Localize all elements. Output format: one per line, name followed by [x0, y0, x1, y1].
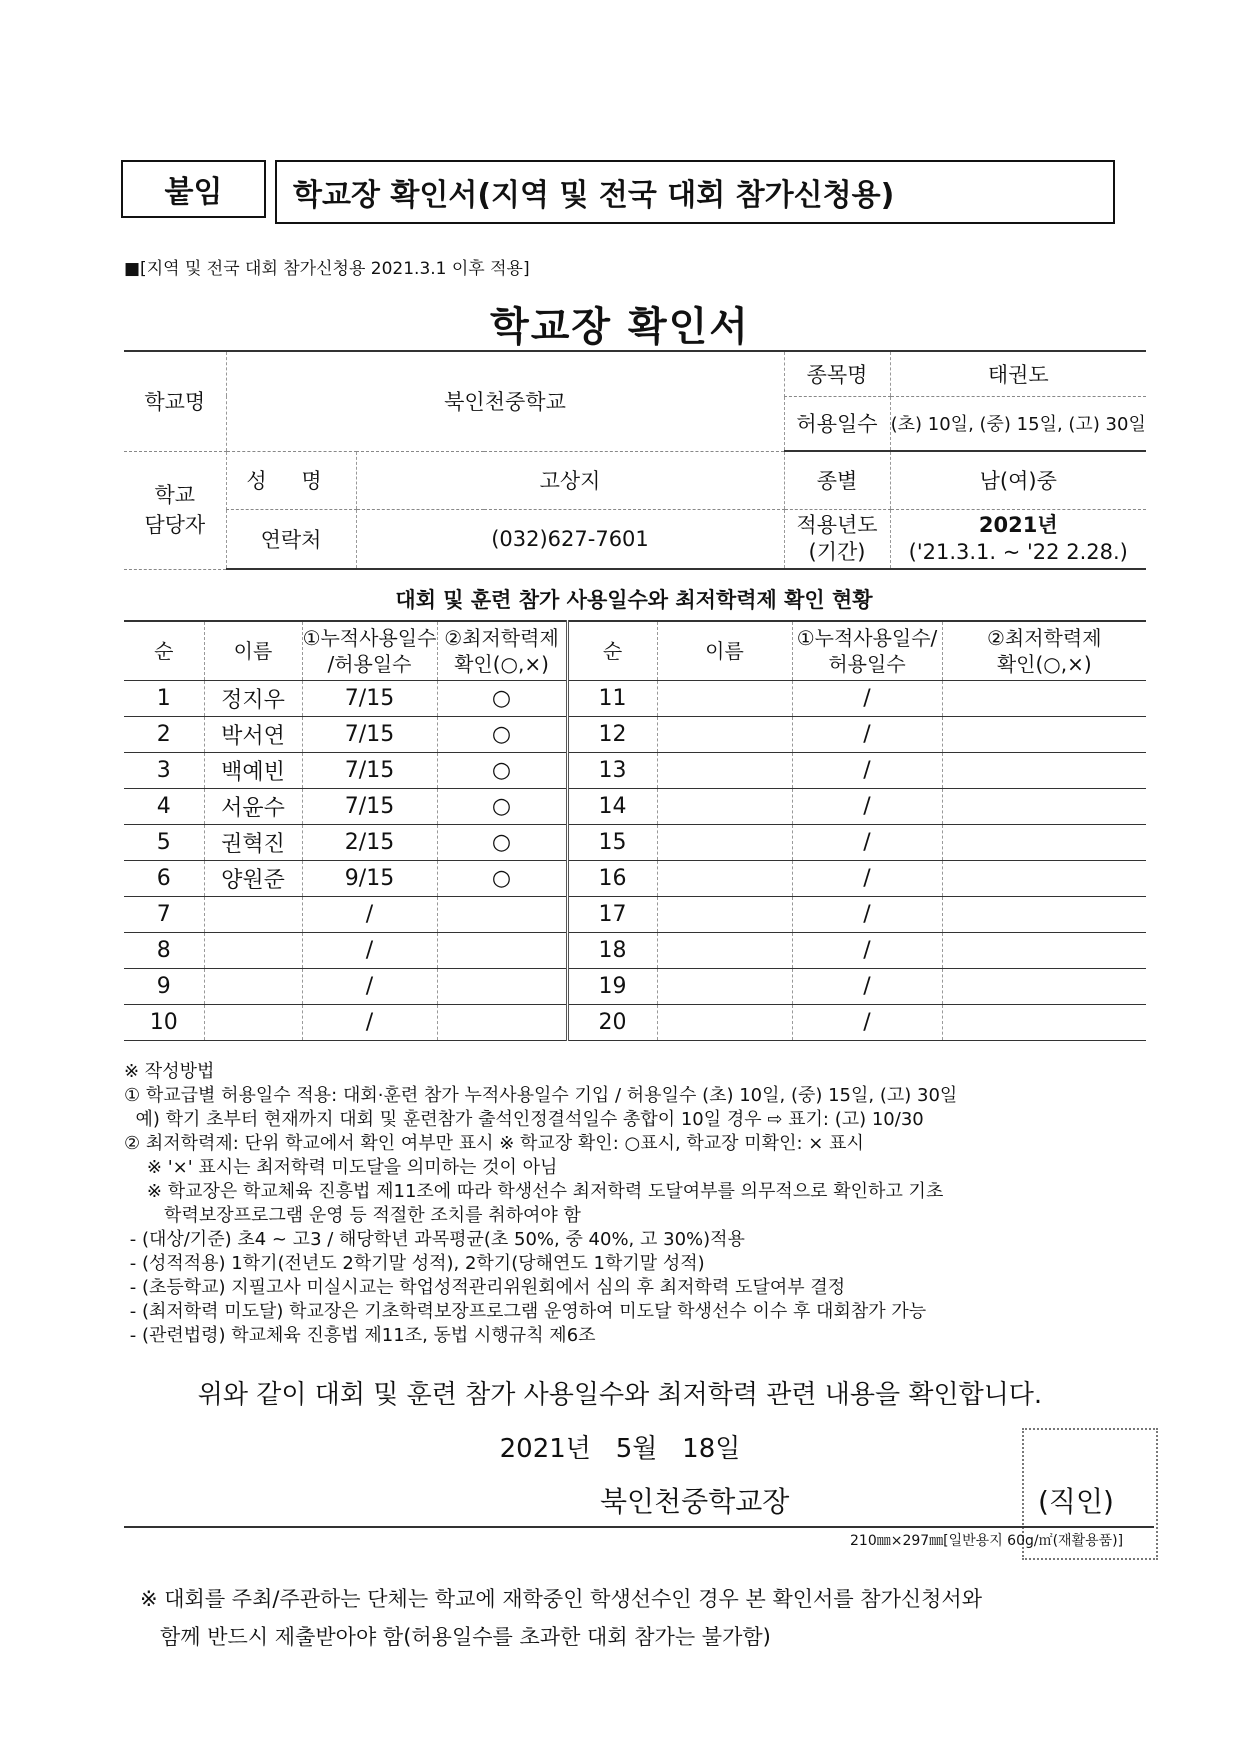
cell-name: 정지우	[204, 681, 302, 717]
cell-days: 7/15	[302, 789, 437, 825]
cell-check2	[942, 861, 1146, 897]
cell-check2	[942, 1005, 1146, 1041]
cell-no: 1	[124, 681, 204, 717]
table-row	[124, 933, 1146, 969]
table-row	[124, 825, 1146, 861]
cell-no2: 11	[567, 681, 657, 717]
cell-check: ○	[437, 861, 567, 897]
table-row	[124, 969, 1146, 1005]
manager-label: 학교 담당자	[124, 451, 226, 569]
table-row	[124, 681, 1146, 717]
col-check-2: ②최저학력제 확인(○,×)	[942, 621, 1146, 681]
school-value: 북인천중학교	[226, 351, 784, 451]
submission-note-line: 함께 반드시 제출받아야 함(허용일수를 초과한 대회 참가는 불가함)	[140, 1625, 771, 1649]
cell-check: ○	[437, 681, 567, 717]
cell-check: ○	[437, 753, 567, 789]
principal-name: 북인천중학교장	[600, 1485, 790, 1518]
cell-check2	[942, 717, 1146, 753]
cell-days2: /	[792, 861, 942, 897]
cell-days: /	[302, 1005, 437, 1041]
col-no: 순	[124, 621, 204, 681]
cell-no: 5	[124, 825, 204, 861]
cell-days2: /	[792, 825, 942, 861]
cell-no2: 15	[567, 825, 657, 861]
cell-days: /	[302, 933, 437, 969]
cell-days: 2/15	[302, 825, 437, 861]
cell-name2	[657, 861, 792, 897]
page-title: 학교장 확인서	[490, 304, 750, 350]
col-days: ①누적사용일수 /허용일수	[302, 621, 437, 681]
days-label: 허용일수	[784, 396, 890, 451]
cell-days2: /	[792, 717, 942, 753]
instructions-heading: ※ 작성방법	[124, 1061, 215, 1082]
instruction-line: - (관련법령) 학교체육 진흥법 제11조, 동법 시행규칙 제6조	[124, 1325, 596, 1346]
instruction-line: 학력보장프로그램 운영 등 적절한 조치를 취하여야 함	[124, 1205, 581, 1226]
confirm-statement: 위와 같이 대회 및 훈련 참가 사용일수와 최저학력 관련 내용을 확인합니다.	[197, 1380, 1043, 1410]
instruction-line: - (성적적용) 1학기(전년도 2학기말 성적), 2학기(당해연도 1학기말 성적)	[124, 1253, 705, 1274]
cell-check	[437, 897, 567, 933]
table-row	[124, 717, 1146, 753]
cell-check2	[942, 753, 1146, 789]
cell-days2: /	[792, 933, 942, 969]
table-row	[124, 1005, 1146, 1041]
cell-name2	[657, 897, 792, 933]
cell-no2: 19	[567, 969, 657, 1005]
name-value: 고상지	[356, 451, 784, 509]
cell-name: 권혁진	[204, 825, 302, 861]
cell-name	[204, 933, 302, 969]
instruction-line: - (대상/기준) 초4 ~ 고3 / 해당학년 과목평균(초 50%, 중 40%, 고 30%)적용	[124, 1229, 745, 1250]
paper-spec-note: 210㎜×297㎜[일반용지 60g/㎡(재활용품)]	[850, 1533, 1124, 1549]
cell-name: 양원준	[204, 861, 302, 897]
contact-label: 연락처	[226, 509, 356, 569]
cell-check2	[942, 897, 1146, 933]
cell-name2	[657, 681, 792, 717]
cell-check: ○	[437, 789, 567, 825]
cell-no: 9	[124, 969, 204, 1005]
cell-name2	[657, 969, 792, 1005]
cell-check	[437, 933, 567, 969]
cell-name2	[657, 753, 792, 789]
cell-no: 6	[124, 861, 204, 897]
cell-name2	[657, 789, 792, 825]
attachment-label: 붙임	[121, 160, 266, 218]
cell-no: 3	[124, 753, 204, 789]
cell-check: ○	[437, 825, 567, 861]
sport-label: 종목명	[784, 351, 890, 396]
cell-no: 4	[124, 789, 204, 825]
cell-check2	[942, 825, 1146, 861]
cell-name	[204, 1005, 302, 1041]
cell-days2: /	[792, 681, 942, 717]
cell-name2	[657, 717, 792, 753]
cell-no2: 16	[567, 861, 657, 897]
name-label: 성 명	[226, 451, 356, 509]
cell-no2: 20	[567, 1005, 657, 1041]
col-check: ②최저학력제 확인(○,×)	[437, 621, 567, 681]
contact-value: (032)627-7601	[356, 509, 784, 569]
instruction-line: ※ 학교장은 학교체육 진흥법 제11조에 따라 학생선수 최저학력 도달여부를 의무적으로 확인하고 기초	[124, 1181, 944, 1202]
cell-days2: /	[792, 753, 942, 789]
cell-no: 7	[124, 897, 204, 933]
sport-value: 태권도	[890, 351, 1146, 396]
cell-days2: /	[792, 969, 942, 1005]
instruction-line: ② 최저학력제: 단위 학교에서 확인 여부만 표시 ※ 학교장 확인: ○표시, 학교장 미확인: × 표시	[124, 1133, 864, 1154]
cell-check2	[942, 681, 1146, 717]
instruction-line: - (최저학력 미도달) 학교장은 기초학력보장프로그램 운영하여 미도달 학생선수 이수 후 대회참가 가능	[124, 1301, 927, 1322]
period-value: ('21.3.1. ~ '22 2.28.)	[908, 539, 1128, 564]
cell-name: 백예빈	[204, 753, 302, 789]
cell-days: 7/15	[302, 717, 437, 753]
cell-days: /	[302, 969, 437, 1005]
cell-name2	[657, 825, 792, 861]
cell-days: 7/15	[302, 753, 437, 789]
cell-name	[204, 897, 302, 933]
cell-days2: /	[792, 1005, 942, 1041]
cell-days: 9/15	[302, 861, 437, 897]
cell-name	[204, 969, 302, 1005]
col-no-2: 순	[567, 621, 657, 681]
submission-note	[140, 1580, 1140, 1656]
cell-check	[437, 969, 567, 1005]
cell-name: 박서연	[204, 717, 302, 753]
cell-check: ○	[437, 717, 567, 753]
cell-check2	[942, 969, 1146, 1005]
school-label: 학교명	[124, 351, 226, 451]
issue-date: 2021년 5월 18일	[499, 1434, 741, 1464]
seal-label: (직인)	[1038, 1485, 1114, 1518]
cell-days2: /	[792, 789, 942, 825]
instruction-line: - (초등학교) 지필고사 미실시교는 학업성적관리위원회에서 심의 후 최저학력 도달여부 결정	[124, 1277, 846, 1298]
instructions	[124, 1060, 1154, 1348]
cell-no: 8	[124, 933, 204, 969]
cell-check2	[942, 933, 1146, 969]
col-name-2: 이름	[657, 621, 792, 681]
table-row	[124, 897, 1146, 933]
submission-note-line: ※ 대회를 주최/주관하는 단체는 학교에 재학중인 학생선수인 경우 본 확인서를 참가신청서와	[140, 1587, 983, 1611]
instruction-line: ※ '×' 표시는 최저학력 미도달을 의미하는 것이 아님	[124, 1157, 558, 1178]
instruction-line: ① 학교급별 허용일수 적용: 대회·훈련 참가 누적사용일수 기입 / 허용일수 (초) 10일, (중) 15일, (고) 30일	[124, 1085, 958, 1106]
year-cell	[890, 509, 1146, 569]
cell-no2: 18	[567, 933, 657, 969]
cell-check	[437, 1005, 567, 1041]
year-label: 적용년도 (기간)	[784, 509, 890, 569]
col-name: 이름	[204, 621, 302, 681]
cell-no: 2	[124, 717, 204, 753]
instruction-line: 예) 학기 초부터 현재까지 대회 및 훈련참가 출석인정결석일수 총합이 10일 경우 ⇨ 표기: (고) 10/30	[124, 1109, 924, 1130]
cell-days: 7/15	[302, 681, 437, 717]
info-table	[124, 350, 1146, 570]
col-days-2: ①누적사용일수/ 허용일수	[792, 621, 942, 681]
gender-value: 남(여)중	[890, 451, 1146, 509]
cell-name2	[657, 933, 792, 969]
header-note: ■[지역 및 전국 대회 참가신청용 2021.3.1 이후 적용]	[124, 259, 530, 279]
cell-no2: 12	[567, 717, 657, 753]
cell-no2: 17	[567, 897, 657, 933]
days-value: (초) 10일, (중) 15일, (고) 30일	[890, 396, 1146, 451]
cell-name2	[657, 1005, 792, 1041]
table-row	[124, 861, 1146, 897]
document-header-title: 학교장 확인서(지역 및 전국 대회 참가신청용)	[275, 160, 1115, 224]
divider	[124, 1526, 1154, 1528]
cell-no2: 13	[567, 753, 657, 789]
table-row	[124, 789, 1146, 825]
cell-no: 10	[124, 1005, 204, 1041]
cell-name: 서윤수	[204, 789, 302, 825]
table-row	[124, 753, 1146, 789]
cell-check2	[942, 789, 1146, 825]
cell-days2: /	[792, 897, 942, 933]
section-title: 대회 및 훈련 참가 사용일수와 최저학력제 확인 현황	[395, 588, 873, 612]
cell-days: /	[302, 897, 437, 933]
participant-table	[124, 620, 1146, 1041]
gender-label: 종별	[784, 451, 890, 509]
cell-no2: 14	[567, 789, 657, 825]
year-value: 2021년	[978, 512, 1058, 537]
